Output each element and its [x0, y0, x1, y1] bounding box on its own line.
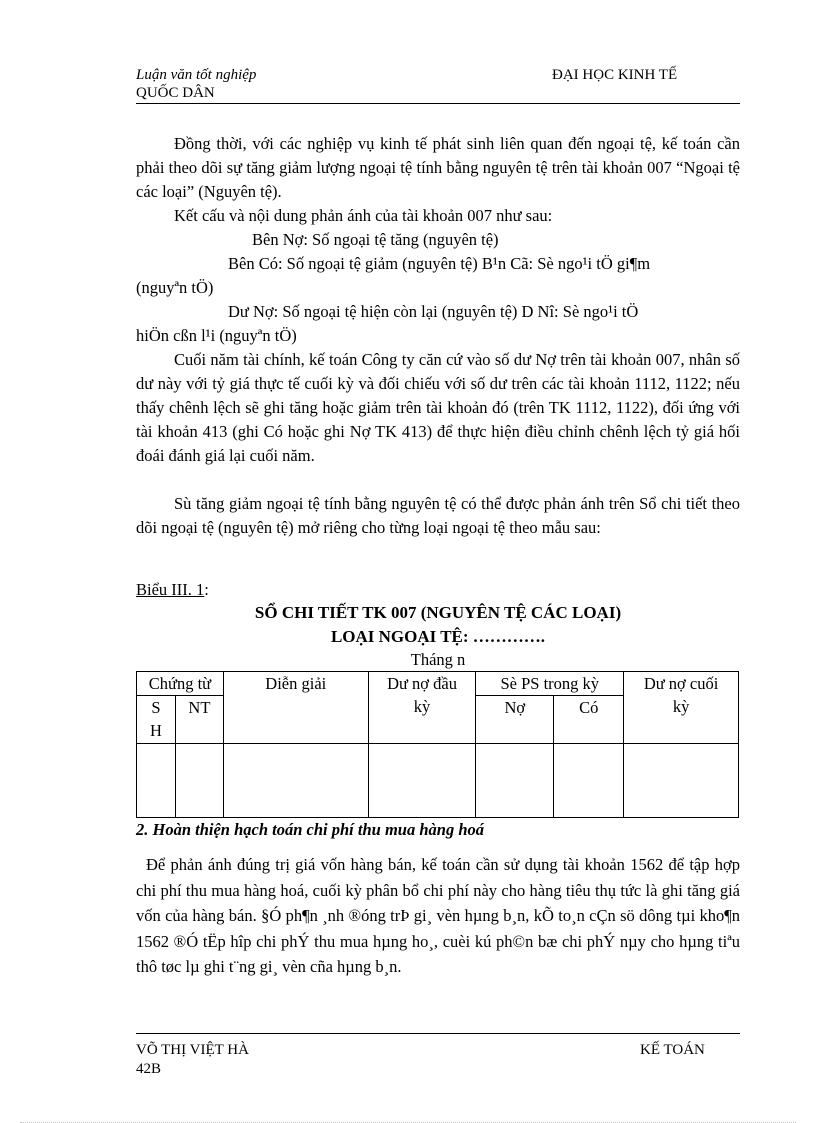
- ben-co-line-cont: (nguyªn tÖ): [136, 278, 214, 297]
- footer-class: 42B: [136, 1061, 162, 1077]
- paragraph-1: Đồng thời, với các nghiệp vụ kinh tế phát sinh liên quan đến ngoại tệ, kế toán cần phải theo dõi sự tăng giảm lượng ngoại tệ tính bằng nguyên tệ trên tài khoản 007 “Ngoại tệ các loại” (Nguyên tệ).: [136, 134, 740, 201]
- ben-no-line: Bên Nợ: Số ngoại tệ tăng (nguyên tệ): [252, 230, 499, 249]
- paragraph-4: Sù tăng giảm ngoại tệ tính bằng nguyên tệ có thể được phản ánh trên Sổ chi tiết theo dõi ngoại tệ (nguyên tệ) mở riêng cho từng loại ngoại tệ theo mẫu sau:: [136, 494, 740, 537]
- form-label-colon: :: [204, 580, 209, 599]
- cell-empty: [624, 744, 739, 818]
- cell-empty: [175, 744, 223, 818]
- section-2-heading: 2. Hoàn thiện hạch toán chi phí thu mua hàng hoá: [136, 820, 484, 839]
- table-header-row-1: [137, 672, 739, 696]
- form-label: Biểu III. 1: [136, 580, 205, 599]
- col-sh: [137, 696, 176, 744]
- sh-line2: H: [150, 721, 162, 740]
- form-subtitle: LOẠI NGOẠI TỆ: ………….: [330, 627, 546, 646]
- du-no-dau-line2: kỳ: [413, 697, 431, 716]
- du-no-cuoi-line2: kỳ: [672, 697, 690, 716]
- form-month: Tháng n: [410, 650, 466, 669]
- col-nt: NT: [175, 696, 223, 744]
- du-no-line: Dư Nợ: Số ngoại tệ hiện còn lại (nguyên tệ) D Nî: Sè ngo¹i tÖ: [228, 302, 639, 321]
- header-thesis-label: Luận văn tốt nghiệp: [136, 67, 257, 83]
- ben-co-line: Bên Có: Số ngoại tệ giảm (nguyên tệ) B¹n Cã: Sè ngo¹i tÖ gi¶m: [228, 254, 651, 273]
- ledger-table: [136, 671, 739, 818]
- form-label-wrap: [136, 578, 209, 602]
- col-chung-tu: Chứng từ: [137, 672, 224, 696]
- footer-author: VÕ THỊ VIỆT HÀ: [136, 1042, 249, 1058]
- du-no-line-cont: hiÖn cßn l¹i (nguyªn tÖ): [136, 326, 297, 345]
- col-co: Có: [554, 696, 624, 744]
- footer-rule: [136, 1033, 740, 1034]
- col-so-ps: Sè PS trong kỳ: [476, 672, 624, 696]
- cell-empty: [554, 744, 624, 818]
- col-dien-giai: Diễn giải: [223, 672, 368, 744]
- header-university: ĐẠI HỌC KINH TẾ: [552, 67, 678, 83]
- col-du-no-dau: [368, 672, 476, 744]
- paragraph-2: Kết cấu và nội dung phản ánh của tài khoản 007 như sau:: [174, 206, 553, 225]
- table-row: [137, 744, 739, 818]
- cell-empty: [223, 744, 368, 818]
- cell-empty: [137, 744, 176, 818]
- sh-line1: S: [151, 698, 161, 717]
- paragraph-3: Cuối năm tài chính, kế toán Công ty căn cứ vào số dư Nợ trên tài khoản 007, nhân số dư này với tỷ giá thực tế cuối kỳ và đối chiếu với số dư trên các tài khoản 1112, 1122; nếu thấy chênh lệch sẽ ghi tăng hoặc giảm trên tài khoản đó (trên TK 1112, 1122), đối ứng với tài khoản 413 (ghi Có hoặc ghi Nợ TK 413) để thực hiện điều chỉnh chênh lệch tỷ giá hối đoái đánh giá lại cuối năm.: [136, 350, 740, 465]
- header-rule: [136, 103, 740, 104]
- col-no: Nợ: [476, 696, 554, 744]
- form-title: SỔ CHI TIẾT TK 007 (NGUYÊN TỆ CÁC LOẠI): [254, 603, 622, 622]
- col-du-no-cuoi: [624, 672, 739, 744]
- cell-empty: [476, 744, 554, 818]
- du-no-dau-line1: Dư nợ đầu: [387, 674, 457, 693]
- du-no-cuoi-line1: Dư nợ cuối: [643, 674, 719, 693]
- section-2-paragraph: Để phản ánh đúng trị giá vốn hàng bán, kế toán cần sử dụng tài khoản 1562 để tập hợp chi phí thu mua hàng hoá, cuối kỳ phân bổ chi phí này cho hàng tiêu thụ tức là ghi tăng giá vốn của hàng bán. §Ó ph¶n ¸nh ®óng trÞ gi¸ vèn hµng b¸n, kÕ to¸n cÇn sö dông tµi kho¶n 1562 ®Ó tËp hîp chi phÝ thu mua hµng ho¸, cuèi kú ph©n bæ chi phÝ nµy cho hµng tiªu thô tøc lµ ghi t¨ng gi¸ vèn cña hµng b¸n.: [136, 855, 740, 976]
- header-university-cont: QUỐC DÂN: [136, 85, 215, 101]
- cell-empty: [368, 744, 476, 818]
- footer-department: KẾ TOÁN: [640, 1042, 705, 1058]
